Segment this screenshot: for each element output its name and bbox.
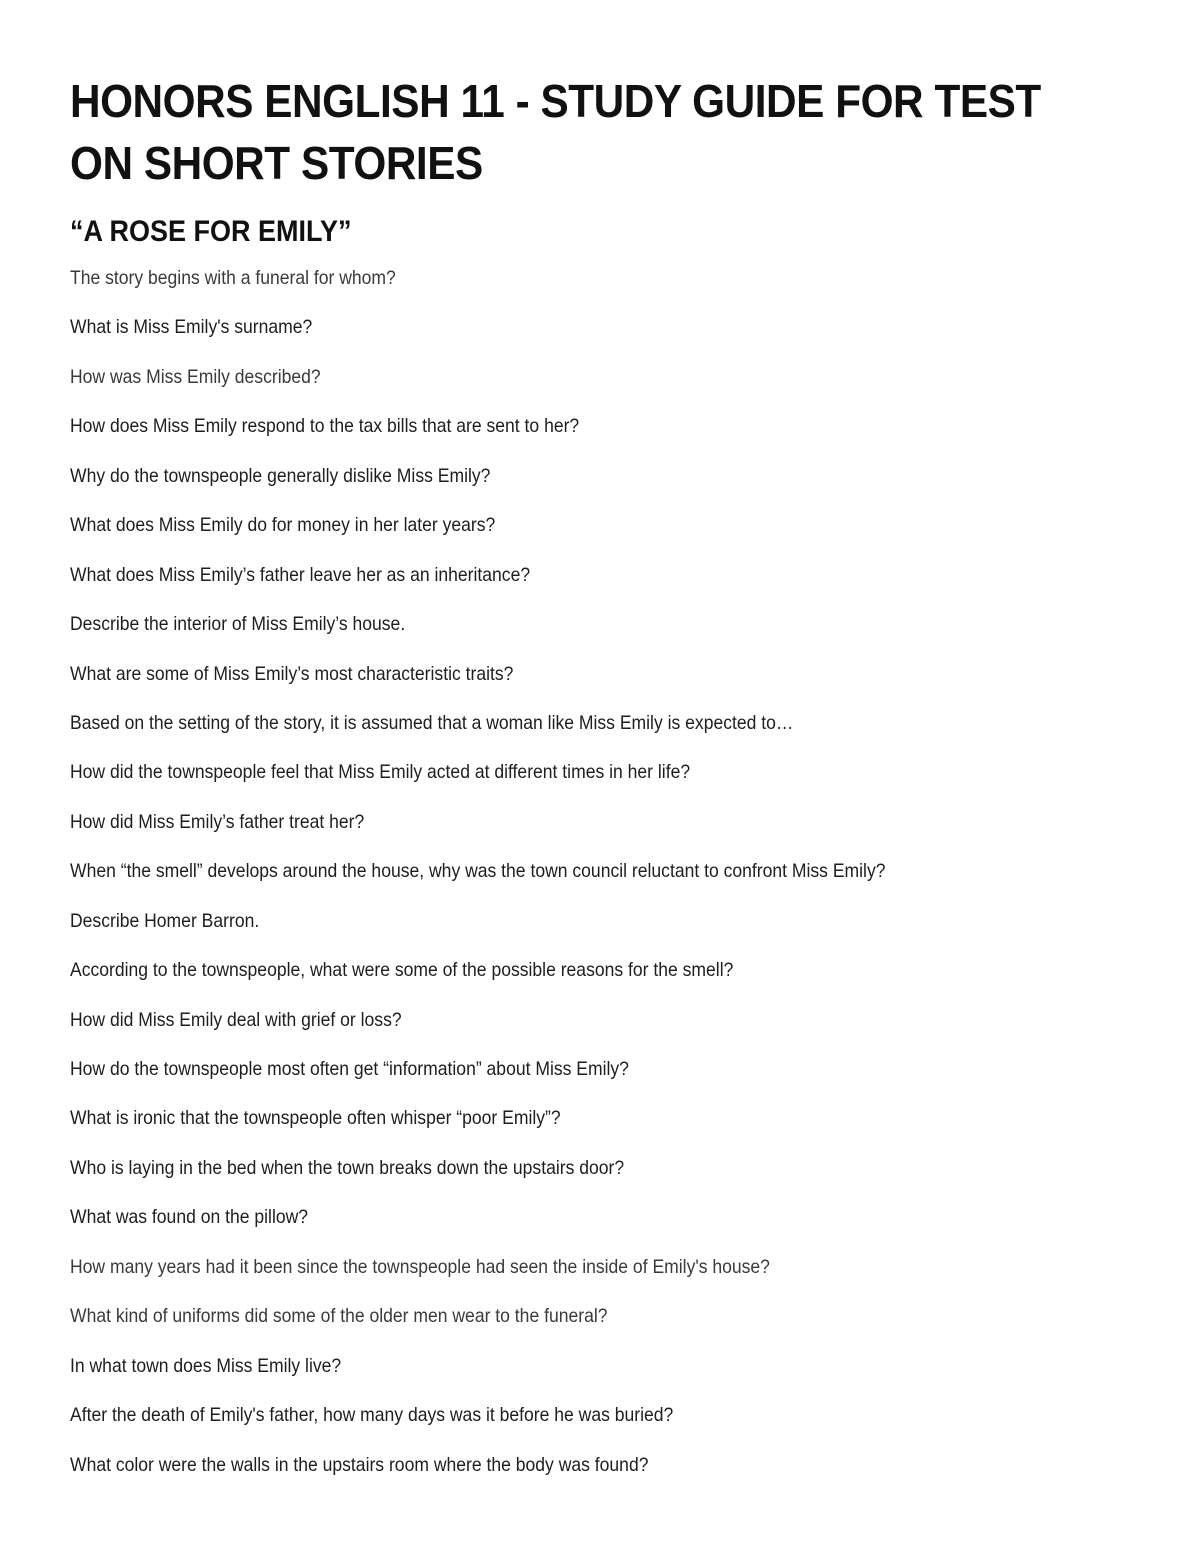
question-item: Based on the setting of the story, it is assumed that a woman like Miss Emily is expected to… (70, 711, 794, 734)
question-item: How was Miss Emily described? (70, 365, 321, 388)
question-item: What is Miss Emily's surname? (70, 316, 313, 339)
question-item: What are some of Miss Emily’s most characteristic traits? (70, 662, 514, 685)
question-item: What was found on the pillow? (70, 1206, 309, 1229)
document-title: HONORS ENGLISH 11 - STUDY GUIDE FOR TEST ON SHORT STORIES (70, 75, 1041, 189)
question-item: How did the townspeople feel that Miss Emily acted at different times in her life? (70, 761, 691, 784)
question-item: How does Miss Emily respond to the tax bills that are sent to her? (70, 415, 580, 438)
question-item: Describe the interior of Miss Emily’s house. (70, 613, 406, 636)
question-item: What kind of uniforms did some of the older men wear to the funeral? (70, 1305, 608, 1328)
question-item: Describe Homer Barron. (70, 909, 260, 932)
question-item: How did Miss Emily deal with grief or loss? (70, 1008, 402, 1031)
question-item: How many years had it been since the townspeople had seen the inside of Emily's house? (70, 1255, 770, 1278)
question-item: When “the smell” develops around the house, why was the town council reluctant to confront Miss Emily? (70, 860, 886, 883)
question-item: Why do the townspeople generally dislike Miss Emily? (70, 464, 491, 487)
question-item: According to the townspeople, what were some of the possible reasons for the smell? (70, 959, 734, 982)
question-item: What does Miss Emily do for money in her later years? (70, 514, 496, 537)
question-item: The story begins with a funeral for whom? (70, 267, 396, 289)
question-item: What color were the walls in the upstairs room where the body was found? (70, 1453, 649, 1476)
section-heading: “A ROSE FOR EMILY” (70, 215, 352, 248)
question-item: After the death of Emily's father, how many days was it before he was buried? (70, 1404, 674, 1427)
question-item: Who is laying in the bed when the town breaks down the upstairs door? (70, 1156, 625, 1179)
question-item: What does Miss Emily’s father leave her as an inheritance? (70, 563, 531, 586)
question-item: How did Miss Emily’s father treat her? (70, 810, 365, 833)
question-item: What is ironic that the townspeople often whisper “poor Emily”? (70, 1107, 561, 1130)
question-item: In what town does Miss Emily live? (70, 1354, 342, 1377)
question-item: How do the townspeople most often get “information” about Miss Emily? (70, 1058, 629, 1080)
question-list (70, 262, 1130, 1498)
